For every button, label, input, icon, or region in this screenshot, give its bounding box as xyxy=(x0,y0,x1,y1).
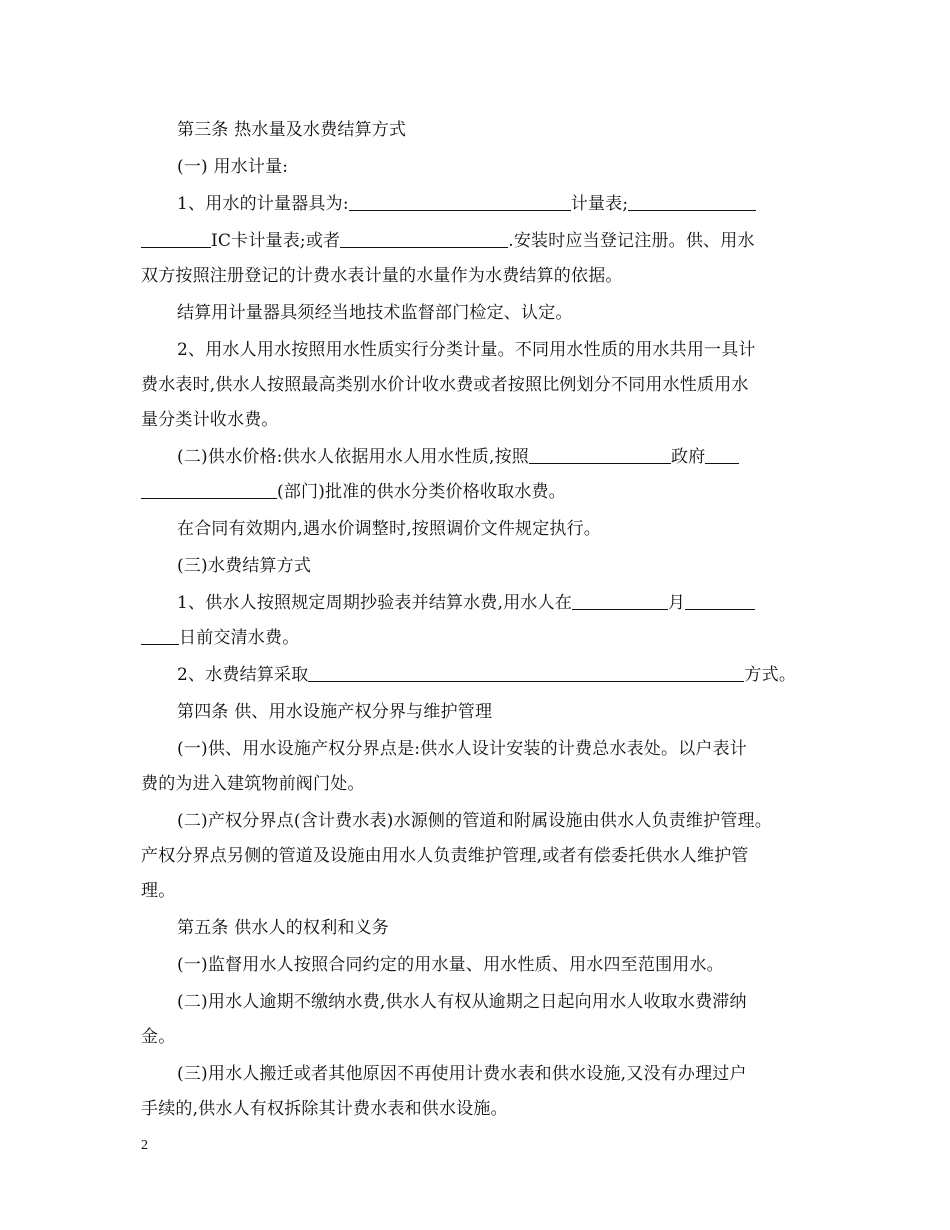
paragraph-line: (二)产权分界点(含计费水表)水源侧的管道和附属设施由供水人负责维护管理。 xyxy=(177,811,772,831)
fill-blank xyxy=(705,446,739,464)
fill-blank xyxy=(529,446,671,464)
fill-blank xyxy=(628,193,756,211)
fill-blank xyxy=(685,592,755,610)
paragraph-line: 1、供水人按照规定周期抄验表并结算水费,用水人在 月 xyxy=(141,591,813,615)
paragraph-line: IC卡计量表;或者 .安装时应当登记注册。供、用水 xyxy=(141,229,813,253)
paragraph-line: (二)用水人逾期不缴纳水费,供水人有权从逾期之日起向用水人收取水费滞纳 xyxy=(177,992,747,1012)
paragraph-line: (三)用水人搬迁或者其他原因不再使用计费水表和供水设施,又没有办理过户 xyxy=(177,1064,747,1084)
paragraph-line: 日前交清水费。 xyxy=(141,626,813,650)
fill-blank xyxy=(141,230,211,248)
paragraph-line: 双方按照注册登记的计费水表计量的水量作为水费结算的依据。 xyxy=(141,266,623,286)
paragraph-line: 费水表时,供水人按照最高类别水价计收水费或者按照比例划分不同用水性质用水 xyxy=(141,375,749,395)
section-heading: (一) 用水计量: xyxy=(177,157,289,177)
article-5-heading: 第五条 供水人的权利和义务 xyxy=(177,918,390,938)
fill-blank xyxy=(308,664,744,682)
paragraph-line: 2、水费结算采取 方式。 xyxy=(177,665,797,685)
paragraph-line: 费的为进入建筑物前阀门处。 xyxy=(141,774,365,794)
paragraph-line: (一)供、用水设施产权分界点是:供水人设计安装的计费总水表处。以户表计 xyxy=(177,739,747,759)
paragraph-line: (部门)批准的供水分类价格收取水费。 xyxy=(141,480,813,504)
paragraph-line: 结算用计量器具须经当地技术监督部门检定、认定。 xyxy=(177,303,573,323)
paragraph-line: 在合同有效期内,遇水价调整时,按照调价文件规定执行。 xyxy=(177,519,602,539)
paragraph-line: 量分类计收水费。 xyxy=(141,410,279,430)
page-number: 2 xyxy=(141,1138,148,1153)
paragraph-line: (一)监督用水人按照合同约定的用水量、用水性质、用水四至范围用水。 xyxy=(177,955,724,975)
paragraph-line: 理。 xyxy=(141,881,176,901)
paragraph-line: 2、用水人用水按照用水性质实行分类计量。不同用水性质的用水共用一具计 xyxy=(177,340,756,360)
fill-blank xyxy=(349,193,571,211)
article-4-heading: 第四条 供、用水设施产权分界与维护管理 xyxy=(177,702,493,722)
paragraph-line: 产权分界点另侧的管道及设施由用水人负责维护管理,或者有偿委托供水人维护管 xyxy=(141,846,749,866)
section-heading: (三)水费结算方式 xyxy=(177,556,312,576)
fill-blank xyxy=(141,481,277,499)
paragraph-line: 手续的,供水人有权拆除其计费水表和供水设施。 xyxy=(141,1099,508,1119)
fill-blank xyxy=(340,230,508,248)
document-body xyxy=(141,118,813,1121)
fill-blank xyxy=(572,592,668,610)
paragraph-line: 1、用水的计量器具为: 计量表; xyxy=(141,192,813,216)
article-3-heading: 第三条 热水量及水费结算方式 xyxy=(177,120,407,140)
paragraph-line: (二)供水价格:供水人依据用水人用水性质,按照 政府 xyxy=(141,445,813,469)
paragraph-line: 金。 xyxy=(141,1027,176,1047)
fill-blank xyxy=(141,627,179,645)
